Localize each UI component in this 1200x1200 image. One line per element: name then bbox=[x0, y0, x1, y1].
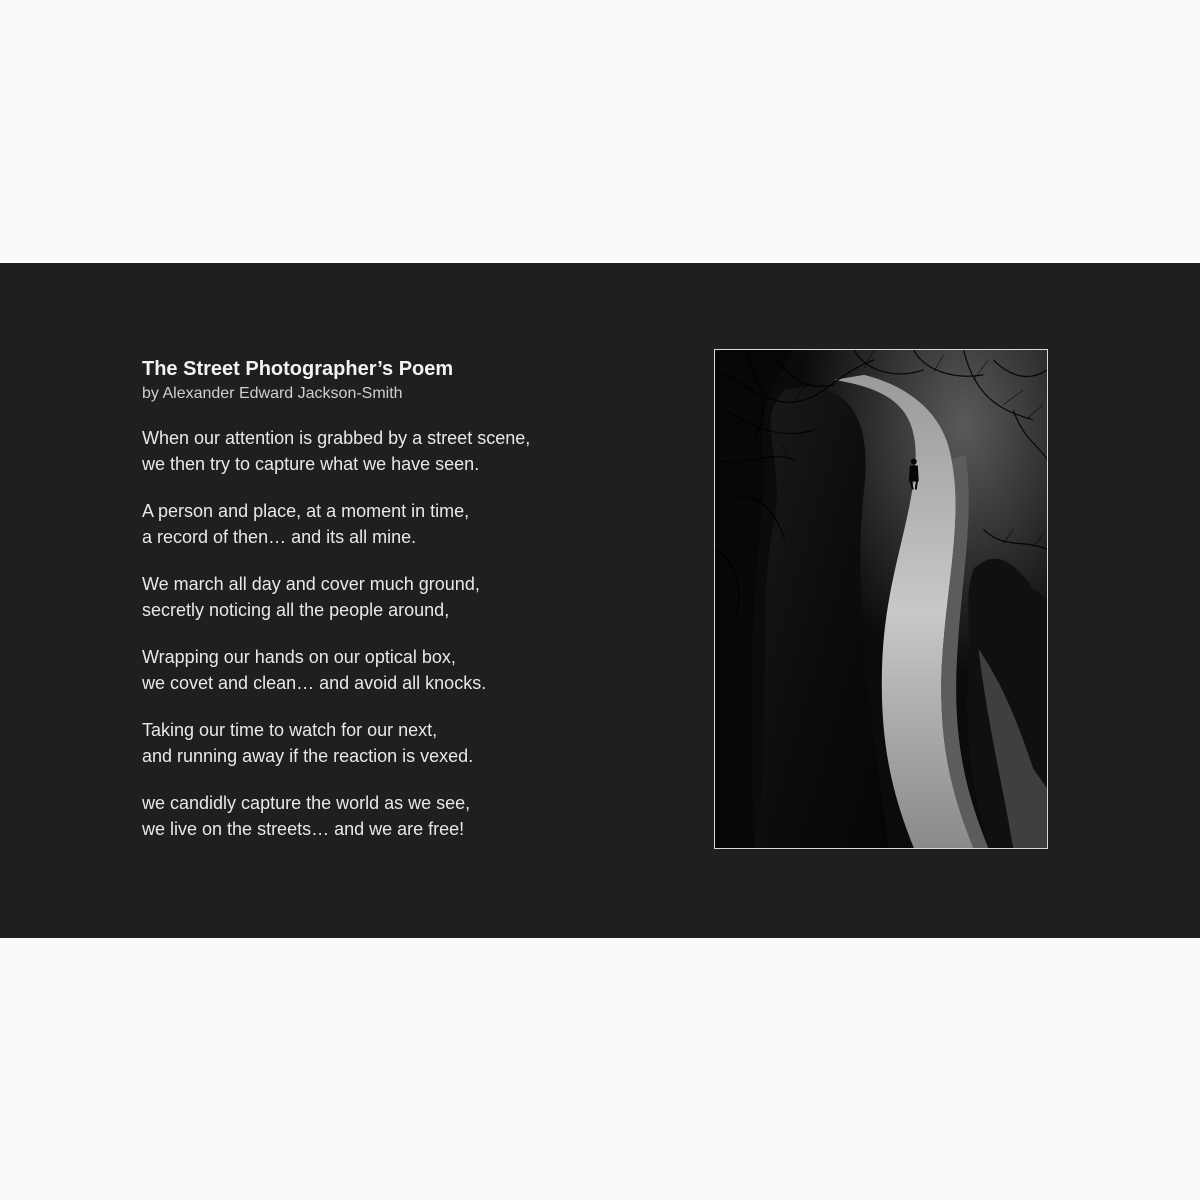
poem-line: and running away if the reaction is vexed. bbox=[142, 746, 474, 766]
poem-line: we covet and clean… and avoid all knocks. bbox=[142, 673, 487, 693]
stanza bbox=[142, 790, 642, 842]
poem-line: When our attention is grabbed by a street scene, bbox=[142, 428, 531, 448]
poem-line: A person and place, at a moment in time, bbox=[142, 501, 470, 521]
stanza bbox=[142, 644, 642, 696]
stanza bbox=[142, 425, 642, 477]
poem-author: by Alexander Edward Jackson-Smith bbox=[142, 385, 403, 402]
poem-line: a record of then… and its all mine. bbox=[142, 527, 417, 547]
stanza bbox=[142, 498, 642, 550]
poem-line: we then try to capture what we have seen. bbox=[142, 454, 480, 474]
stanza bbox=[142, 571, 642, 623]
dark-panel bbox=[0, 263, 1200, 938]
poem-title: The Street Photographer’s Poem bbox=[142, 358, 454, 380]
street-photo bbox=[714, 349, 1048, 849]
poem-line: Taking our time to watch for our next, bbox=[142, 720, 438, 740]
poem-line: we live on the streets… and we are free! bbox=[142, 819, 465, 839]
poem-line: secretly noticing all the people around, bbox=[142, 600, 450, 620]
poem-line: We march all day and cover much ground, bbox=[142, 574, 480, 594]
canal-path-photo bbox=[715, 350, 1047, 848]
poem-line: we candidly capture the world as we see, bbox=[142, 793, 471, 813]
poem-line: Wrapping our hands on our optical box, bbox=[142, 647, 456, 667]
stanza bbox=[142, 717, 642, 769]
poem-block bbox=[142, 355, 642, 863]
